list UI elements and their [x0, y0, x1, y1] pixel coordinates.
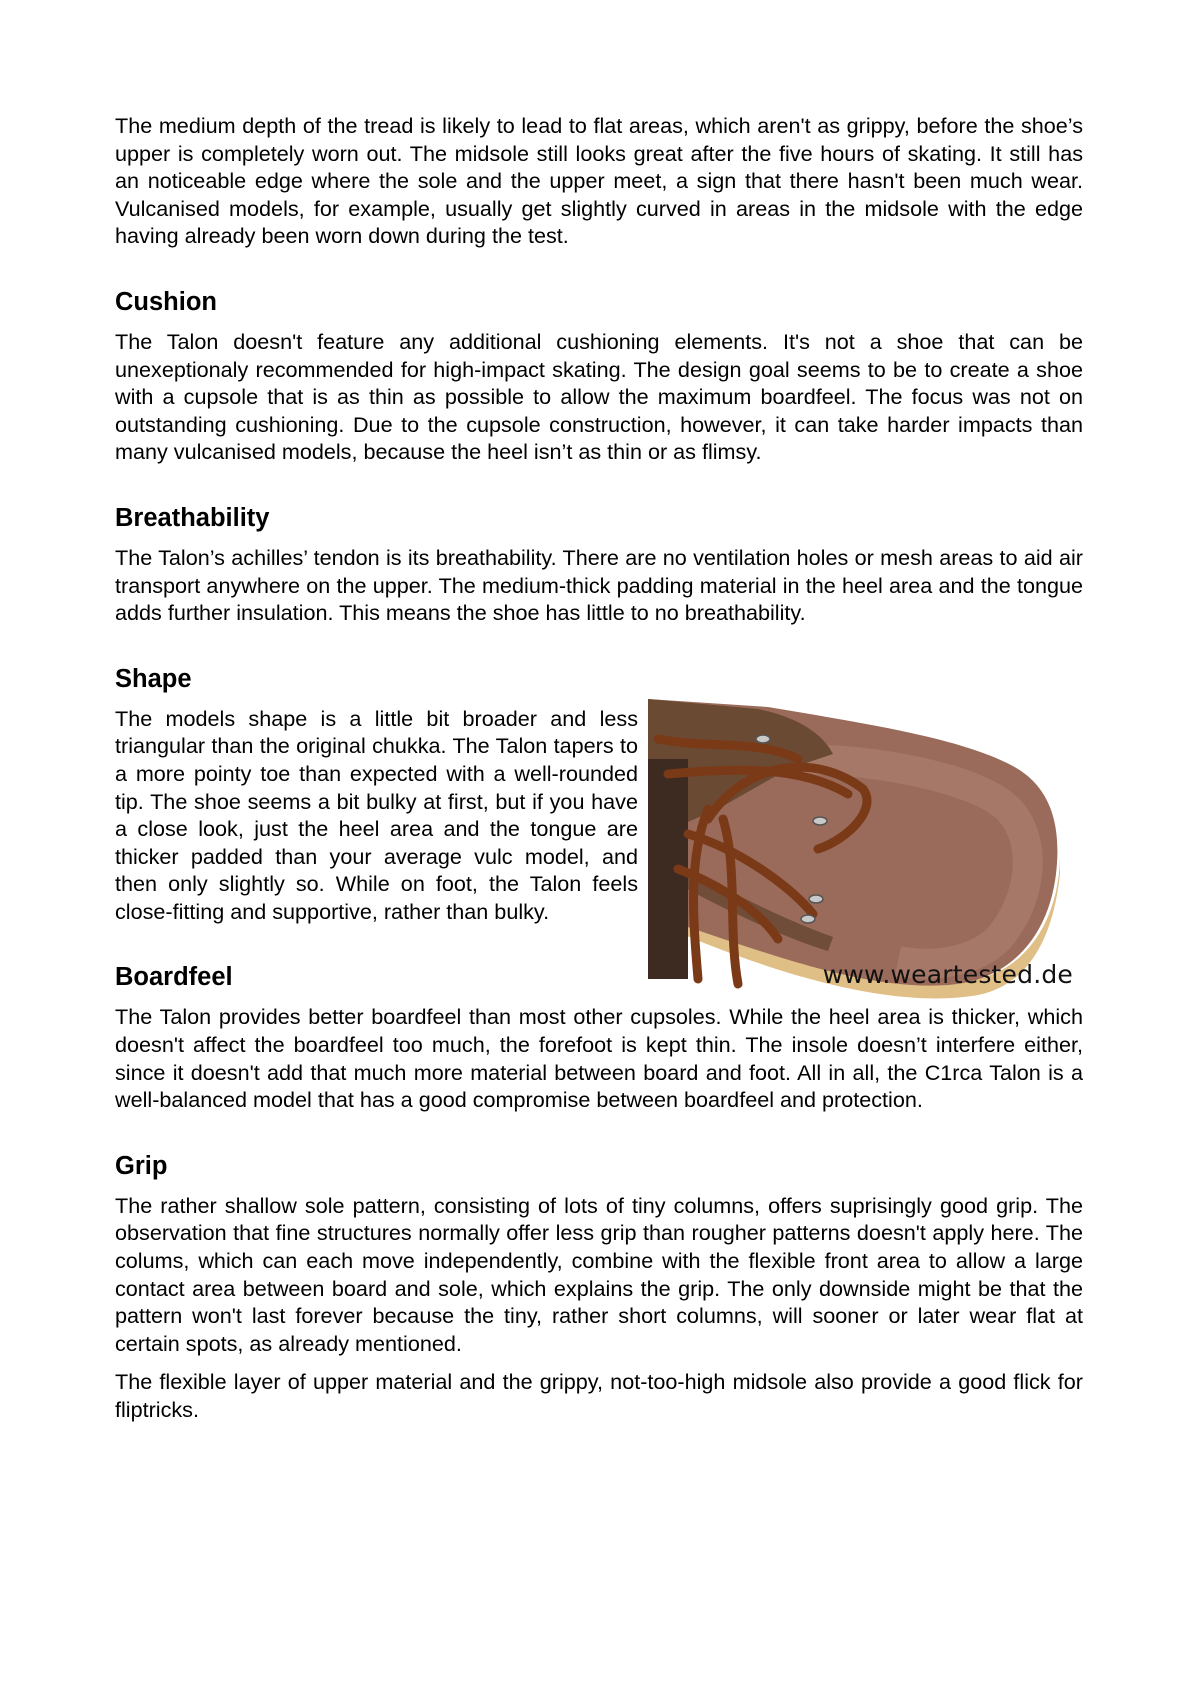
- shoe-illustration: [648, 699, 1083, 1003]
- boardfeel-paragraph: The Talon provides better boardfeel than most other cupsoles. While the heel area is thicker, which doesn't affect the boardfeel too much, the forefoot is kept thin. The insole doesn’t interfere either, since it doesn't add that much more material between board and foot. All in all, the C1rca Talon is a well-balanced model that has a good compromise between boardfeel and protection.: [115, 1004, 1083, 1113]
- cushion-paragraph: The Talon doesn't feature any additional cushioning elements. It's not a shoe that can be unexeptionaly recommended for high-impact skating. The design goal seems to be to create a shoe with a cupsole that is as thin as possible to allow the maximum boardfeel. The focus was not on outstanding cushioning. Due to the cupsole construction, however, it can take harder impacts than many vulcanised models, because the heel isn’t as thin or as flimsy.: [115, 328, 1083, 465]
- grip-paragraph-2: The flexible layer of upper material and the grippy, not-too-high midsole also provide a good flick for fliptricks.: [115, 1369, 1083, 1422]
- watermark: www.weartested.de: [822, 959, 1073, 989]
- grip-paragraph-1: The rather shallow sole pattern, consisting of lots of tiny columns, offers suprisingly good grip. The observation that fine structures normally offer less grip than rougher patterns doesn't apply here. The colums, which can each move independently, combine with the flexible front area to allow a large contact area between board and sole, which explains the grip. The only downside might be that the pattern won't last forever because the tiny, rather short columns, will sooner or later wear flat at certain spots, as already mentioned.: [115, 1192, 1083, 1356]
- document-page: [115, 112, 1083, 1424]
- shoe-photo: [648, 699, 1083, 1003]
- shape-paragraph: The models shape is a little bit broader and less triangular than the original chukka. The Talon tapers to a more pointy toe than expected with a well-rounded tip. The shoe seems a bit bulky at first, but if you have a close look, just the heel area and the tongue are thicker padded than your average vulc model, and then only slightly so. While on foot, the Talon feels close-fitting and supportive, rather than bulky.: [115, 705, 638, 924]
- breathability-paragraph: The Talon’s achilles’ tendon is its breathability. There are no ventilation holes or mesh areas to aid air transport anywhere on the upper. The medium-thick padding material in the heel area and the tongue adds further insulation. This means the shoe has little to no breathability.: [115, 544, 1083, 626]
- boardfeel-heading: Boardfeel: [115, 963, 233, 992]
- shape-heading: Shape: [115, 664, 192, 693]
- cushion-heading: Cushion: [115, 287, 217, 316]
- breathability-heading: Breathability: [115, 503, 270, 532]
- grip-heading: Grip: [115, 1151, 168, 1180]
- intro-paragraph: The medium depth of the tread is likely to lead to flat areas, which aren't as grippy, before the shoe’s upper is completely worn out. The midsole still looks great after the five hours of skating. It still has an noticeable edge where the sole and the upper meet, a sign that there hasn't been much wear. Vulcanised models, for example, usually get slightly curved in areas in the midsole with the edge having already been worn down during the test.: [115, 113, 1083, 249]
